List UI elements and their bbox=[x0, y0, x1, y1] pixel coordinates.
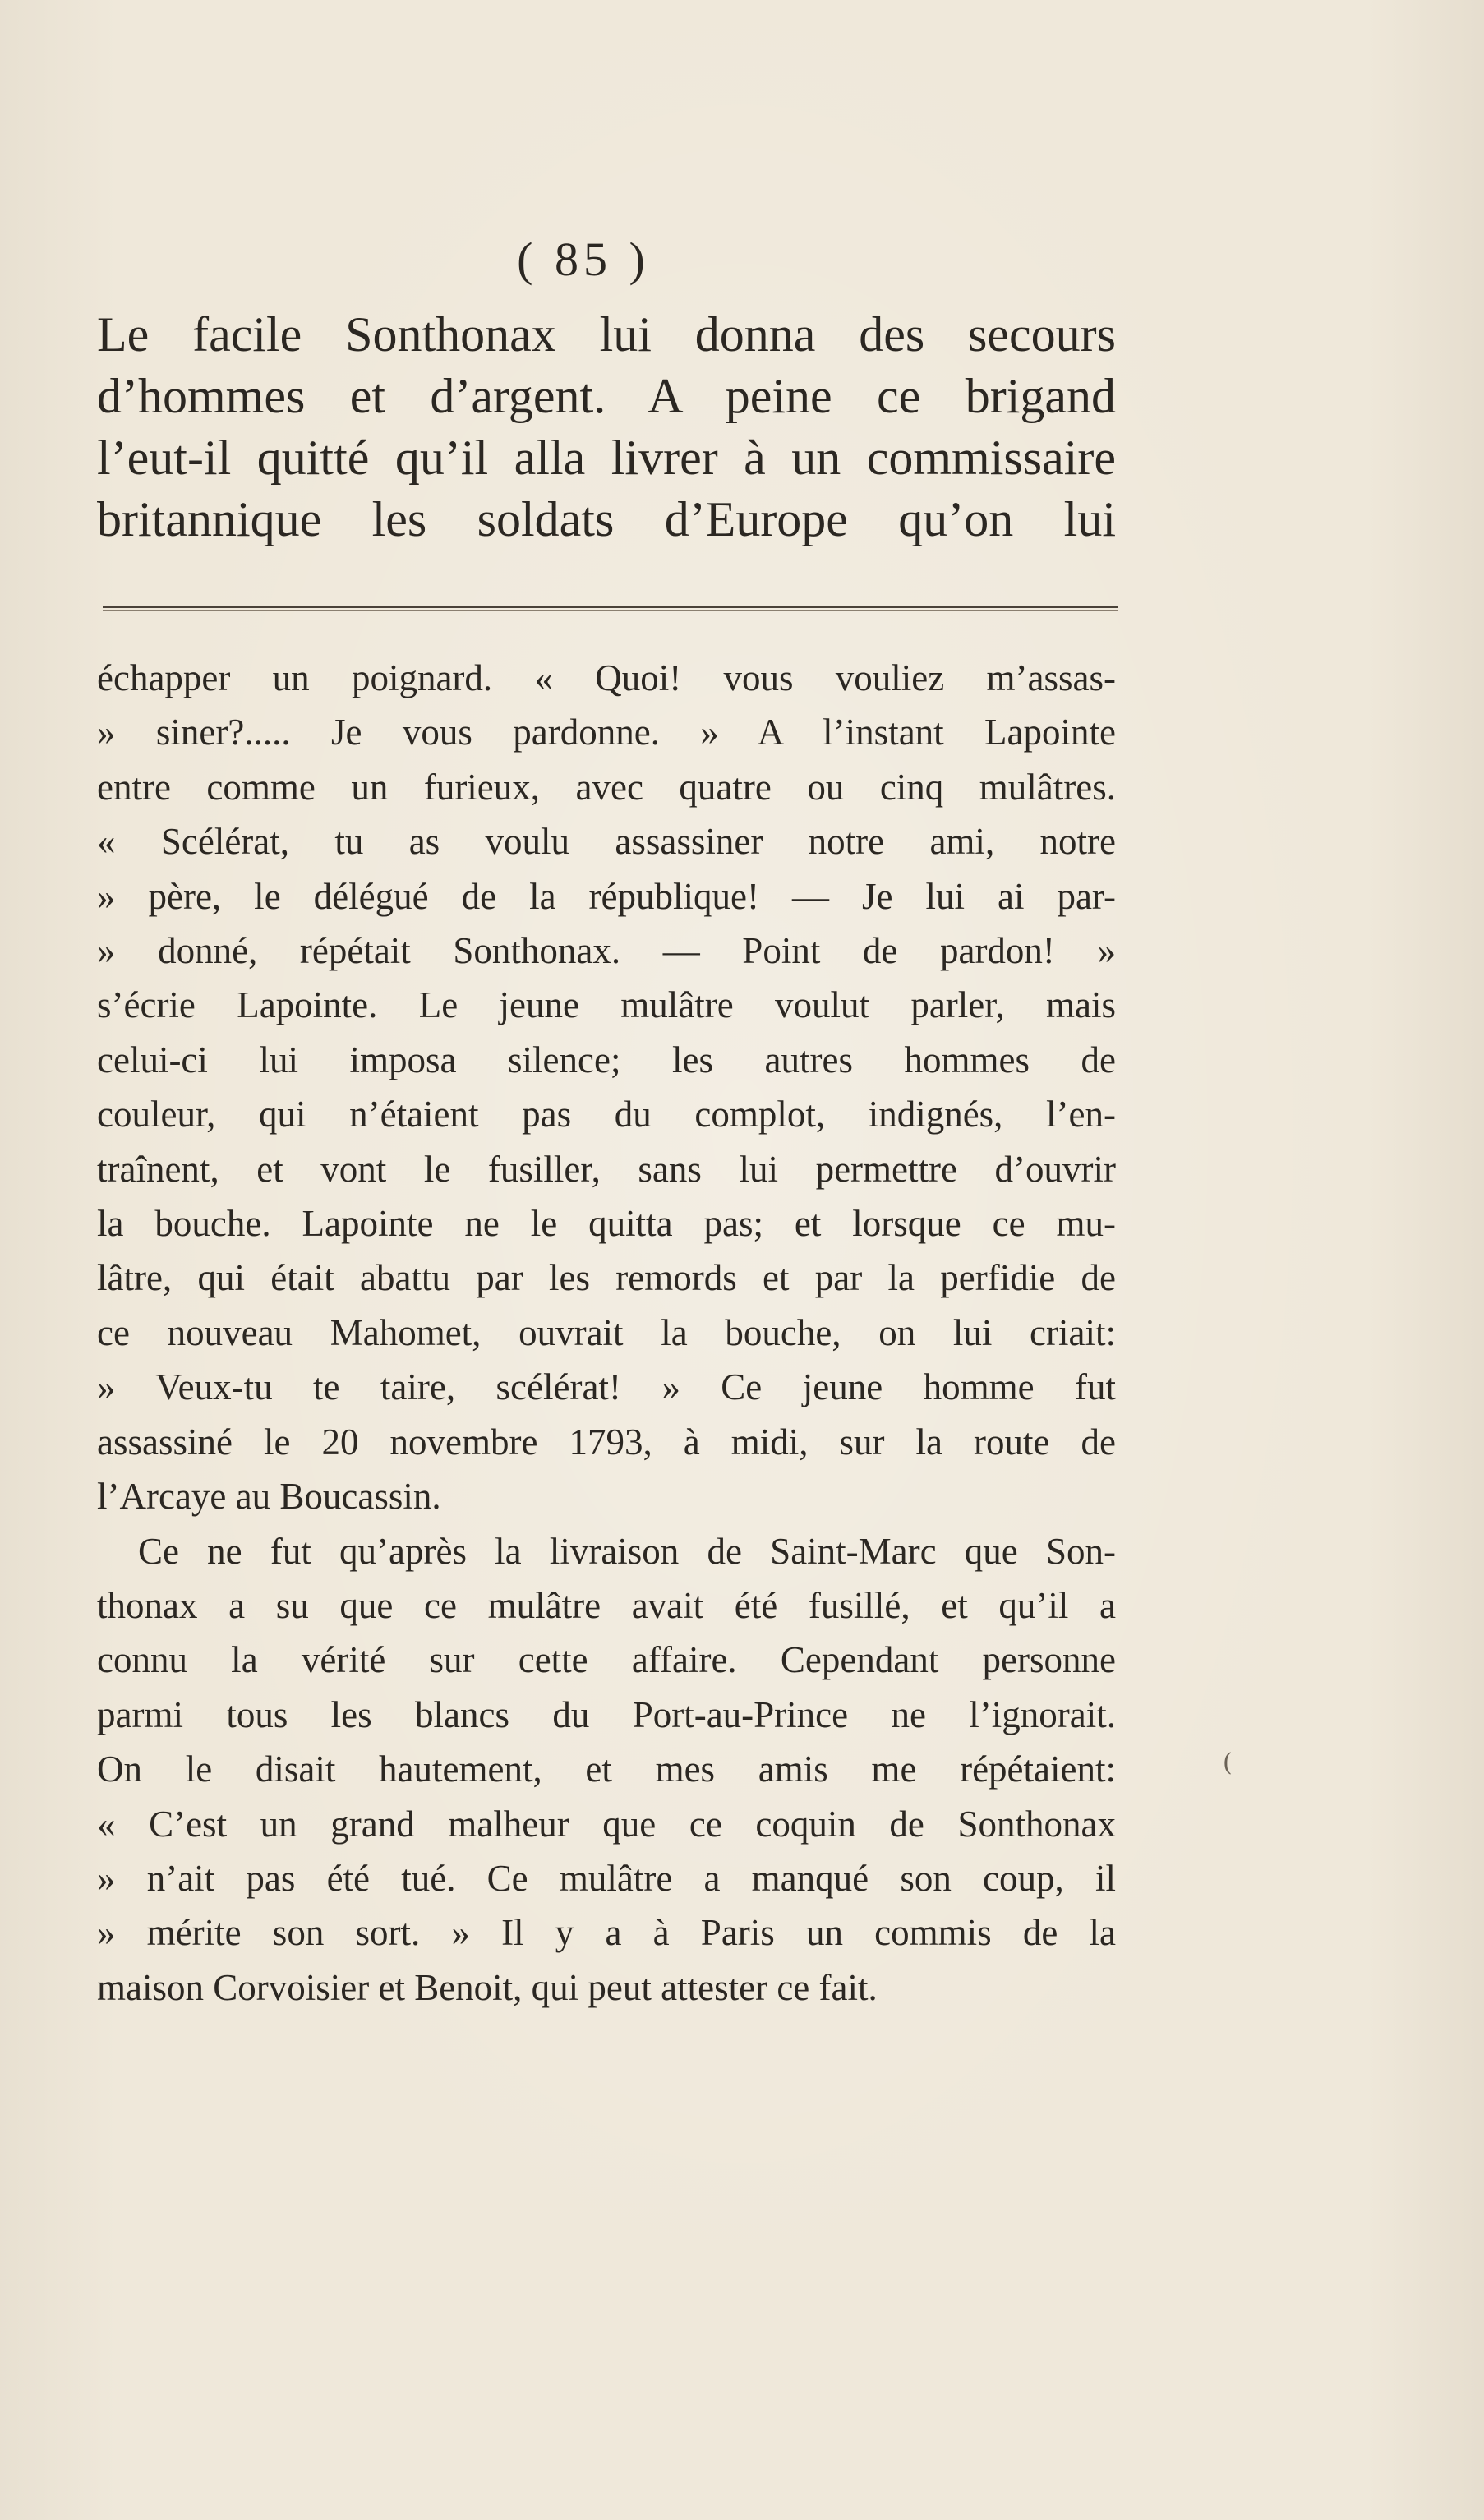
text-line: l’Arcaye au Boucassin. bbox=[97, 1476, 441, 1518]
margin-mark: ( bbox=[1223, 1748, 1233, 1777]
main-text bbox=[97, 651, 1116, 2015]
text-line: » Veux-tu te taire, scélérat! » Ce jeune homme fut bbox=[97, 1366, 1116, 1408]
text-line: « Scélérat, tu as voulu assassiner notre ami, notre bbox=[97, 821, 1116, 863]
text-line: couleur, qui n’étaient pas du complot, indignés, l’en- bbox=[97, 1094, 1116, 1136]
text-line: Ce ne fut qu’après la livraison de Saint-Marc que Son- bbox=[138, 1530, 1116, 1572]
text-line: » donné, répétait Sonthonax. — Point de pardon! » bbox=[97, 930, 1116, 972]
text-line: parmi tous les blancs du Port-au-Prince ne l’ignorait. bbox=[97, 1693, 1116, 1735]
text-line: » n’ait pas été tué. Ce mulâtre a manqué son coup, il bbox=[97, 1857, 1116, 1899]
text-line: thonax a su que ce mulâtre avait été fusillé, et qu’il a bbox=[97, 1584, 1116, 1626]
top-line: britannique les soldats d’Europe qu’on lui bbox=[97, 492, 1116, 546]
text-line: échapper un poignard. « Quoi! vous vouliez m’assas- bbox=[97, 657, 1116, 698]
text-line: » mérite son sort. » Il y a à Paris un commis de la bbox=[97, 1912, 1116, 1954]
text-line: » siner?..... Je vous pardonne. » A l’instant Lapointe bbox=[97, 712, 1116, 753]
text-line: celui-ci lui imposa silence; les autres hommes de bbox=[97, 1039, 1116, 1080]
text-line: la bouche. Lapointe ne le quitta pas; et lorsque ce mu- bbox=[97, 1203, 1116, 1245]
section-divider-thin bbox=[103, 610, 1118, 611]
top-line: l’eut-il quitté qu’il alla livrer à un commissaire bbox=[97, 431, 1116, 485]
text-line: ce nouveau Mahomet, ouvrait la bouche, on lui criait: bbox=[97, 1311, 1116, 1353]
top-paragraph bbox=[97, 304, 1116, 551]
text-line: On le disait hautement, et mes amis me répétaient: bbox=[97, 1748, 1116, 1790]
text-line: maison Corvoisier et Benoit, qui peut attester ce fait. bbox=[97, 1966, 878, 2008]
text-line: assassiné le 20 novembre 1793, à midi, sur la route de bbox=[97, 1421, 1116, 1463]
text-line: traînent, et vont le fusiller, sans lui permettre d’ouvrir bbox=[97, 1148, 1116, 1190]
text-line: s’écrie Lapointe. Le jeune mulâtre voulut parler, mais bbox=[97, 984, 1116, 1026]
section-divider bbox=[103, 606, 1118, 608]
text-line: » père, le délégué de la république! — Je lui ai par- bbox=[97, 875, 1116, 917]
text-line: « C’est un grand malheur que ce coquin de Sonthonax bbox=[97, 1803, 1116, 1845]
top-line: d’hommes et d’argent. A peine ce brigand bbox=[97, 369, 1116, 423]
text-line: lâtre, qui était abattu par les remords et par la perfidie de bbox=[97, 1257, 1116, 1299]
text-line: connu la vérité sur cette affaire. Cependant personne bbox=[97, 1639, 1116, 1681]
page-number: ( 85 ) bbox=[517, 233, 650, 286]
top-line: Le facile Sonthonax lui donna des secours bbox=[97, 307, 1116, 362]
text-line: entre comme un furieux, avec quatre ou cinq mulâtres. bbox=[97, 766, 1116, 808]
